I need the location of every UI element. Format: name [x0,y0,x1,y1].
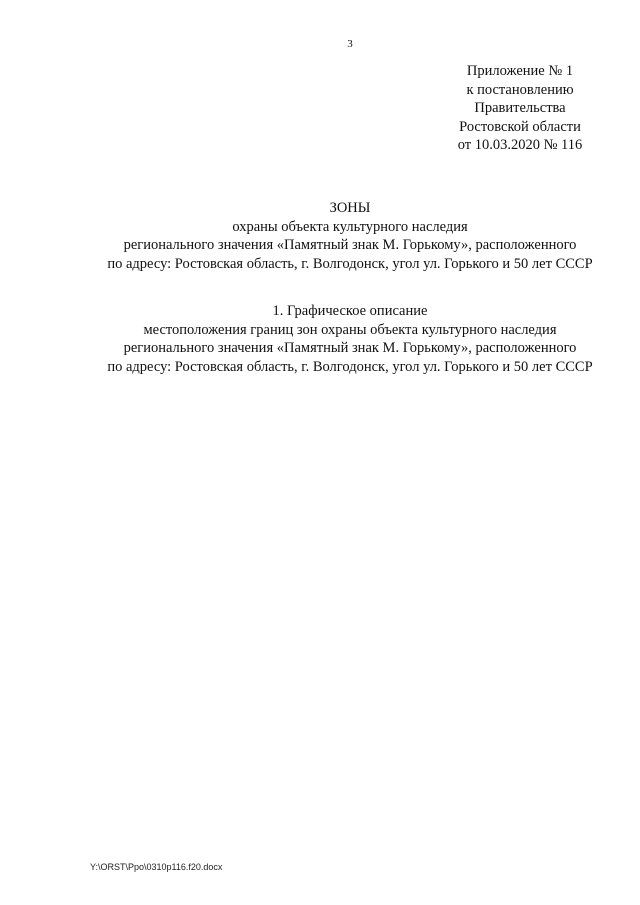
zones-subtitle-line: охраны объекта культурного наследия [232,218,468,235]
section-1-heading: 1. Графическое описание [272,303,428,319]
zones-subtitle-line: регионального значения «Памятный знак М. Горькому», расположенного [123,237,577,253]
appendix-line: к постановлению [466,81,574,98]
appendix-header [440,62,600,155]
page-number: 3 [347,38,353,50]
section-1-block [0,302,640,376]
zones-title: ЗОНЫ [329,200,371,216]
section-1-line: местоположения границ зон охраны объекта культурного наследия [143,321,557,338]
zones-subtitle-line: по адресу: Ростовская область, г. Волгодонск, угол ул. Горького и 50 лет СССР [107,255,593,272]
footer-file-path: Y:\ORST\Ppo\0310p116.f20.docx [90,862,223,872]
appendix-line: Правительства [474,100,566,116]
appendix-date-line: от 10.03.2020 № 116 [457,137,583,153]
appendix-line: Ростовской области [459,118,581,135]
section-1-line: регионального значения «Памятный знак М. Горькому», расположенного [123,340,577,356]
appendix-line: Приложение № 1 [466,63,574,79]
section-1-line: по адресу: Ростовская область, г. Волгодонск, угол ул. Горького и 50 лет СССР [107,358,593,375]
zones-title-block [0,199,640,273]
